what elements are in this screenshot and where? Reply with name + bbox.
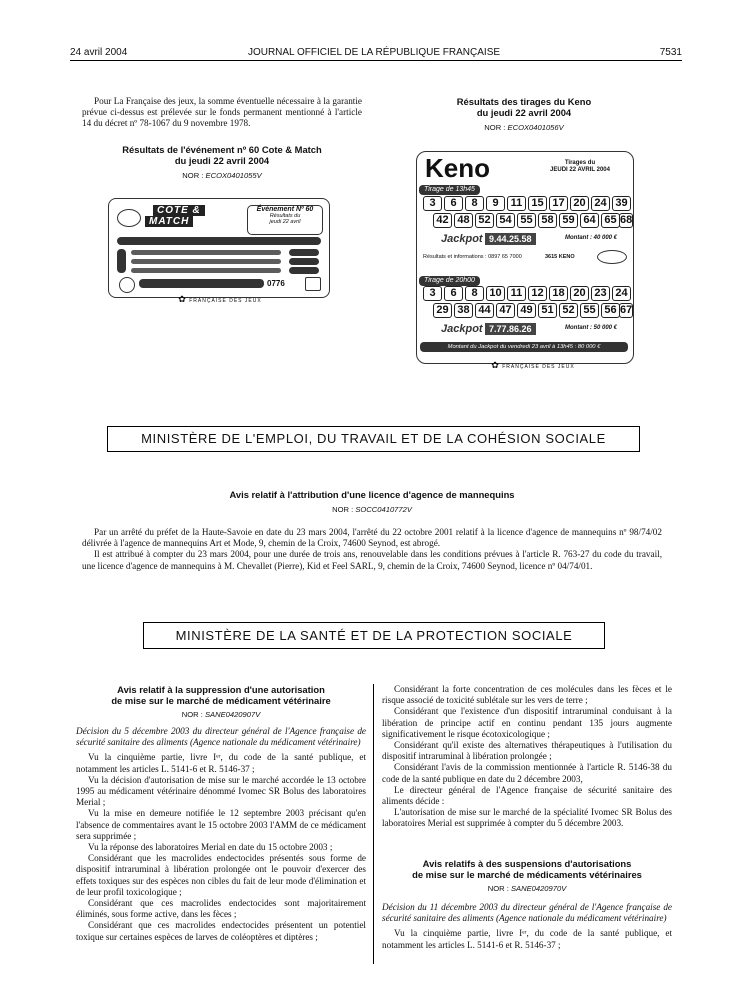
draw2-montant: Montant : 50 000 € (565, 325, 618, 331)
draw1-ball: 68 (620, 214, 633, 226)
draw2-numbers (423, 286, 633, 320)
draw1-ball: 17 (549, 196, 568, 211)
suppression-continued (382, 684, 672, 830)
mannequins-p1: Par un arrêté du préfet de la Haute-Savoie en date du 23 mars 2004, l'arrêté du 22 octobre 2001 relatif à la licence d'agence de mannequins nº 98/74/02 délivrée à l'agence de mannequins Art et Mode, 9, chemin de la Croix, 74600 Seynod, est abrogé. (82, 527, 662, 549)
suppression-para: L'autorisation de mise sur le marché de la spécialité Ivomec SR Bolus des laboratoires Merial est supprimée à compter du 5 décembre 2003. (382, 807, 672, 829)
column-divider (373, 684, 374, 964)
keno-tirage-date: Tirages du JEUDI 22 AVRIL 2004 (550, 160, 610, 173)
cote-match-ticket (108, 198, 330, 298)
draw1-ball: 58 (538, 213, 557, 228)
draw1-ball: 65 (601, 213, 620, 228)
intro-paragraph: Pour La Française des jeux, la somme éventuelle nécessaire à la garantie prévue ci-dessus est prélevée sur le fonds permanent mentionné à l'article 14 du décret nº 78-1067 du 9 novembre 1978. (82, 96, 362, 129)
suppression-para: Considérant que ces macrolides endectocides sont majoritairement éliminés, sous forme active, dans les fèces ; (76, 898, 366, 920)
draw1-ball: 52 (475, 213, 494, 228)
event-box: Événement Nº 60 Résultats du jeudi 22 avril (247, 205, 323, 235)
ticket-code: 0776 (267, 279, 285, 288)
draw1-numbers (423, 196, 633, 230)
cote-footer: ✿ FRANÇAISE DES JEUX (178, 294, 262, 304)
draw2-ball: 51 (538, 303, 557, 318)
draw2-jackpot: Jackpot 7.77.86.26 Montant : 50 000 € (441, 323, 618, 335)
keno-ticket (416, 151, 634, 364)
keno-minitel: 3615 KENO (545, 254, 575, 260)
draw2-ball: 44 (475, 303, 494, 318)
draw2-ball: 29 (433, 303, 452, 318)
draw2-ball: 18 (549, 286, 568, 301)
draw1-jackpot: Jackpot 9.44.25.58 Montant : 40 000 € (441, 233, 618, 245)
draw2-ball: 20 (570, 286, 589, 301)
draw1-ball: 6 (444, 196, 463, 211)
suppression-para: Considérant que ces macrolides endectocides présentent un potentiel toxique sur certaines espèces de larves de coléoptères et diptères ; (76, 920, 366, 942)
suppression-body (76, 726, 366, 943)
suppression-para: Vu la décision d'autorisation de mise sur le marché accordée le 13 octobre 1995 au médicament vétérinaire dénommé Ivomec SR Bolus des laboratoires Merial ; (76, 774, 366, 808)
keno-footer: ✿ FRANÇAISE DES JEUX (491, 360, 575, 370)
suppression-para: Considérant qu'il existe des alternatives thérapeutiques à l'utilisation du dispositif intraruminal à libération prolongée ; (382, 740, 672, 762)
header-rule (70, 60, 682, 61)
draw2-ball: 38 (454, 303, 473, 318)
draw2-ball: 52 (559, 303, 578, 318)
draw1-ball: 64 (580, 213, 599, 228)
suspensions-decision: Décision du 11 décembre 2003 du directeur général de l'Agence française de sécurité sanitaire des aliments (Agence nationale du médicament vétérinaire) (382, 902, 672, 924)
suppression-para: Considérant la forte concentration de ces molécules dans les fèces et le risque associé de toxicité sublétale sur les vers de terre ; (382, 684, 672, 706)
draw1-ball: 3 (423, 196, 442, 211)
suppression-para: Vu la réponse des laboratoires Merial en date du 15 octobre 2003 ; (88, 842, 333, 853)
draw1-ball: 59 (559, 213, 578, 228)
suspensions-nor: NOR : SANE0420970V (487, 884, 567, 893)
ministry-sante-banner: MINISTÈRE DE LA SANTÉ ET DE LA PROTECTION SOCIALE (143, 622, 605, 649)
fdj-logo-icon: ✿ (178, 294, 187, 304)
draw2-ball: 8 (465, 286, 484, 301)
smile-icon (119, 277, 135, 293)
suppression-para: Considérant que l'existence d'un dispositif intraruminal conduisant à la libération de principe actif en continu pendant 135 jours augmente significativement le risque écotoxicologique ; (382, 706, 672, 739)
header-page: 7531 (659, 47, 682, 58)
mannequins-nor: NOR : SOCC0410772V (332, 505, 412, 514)
draw2-ball: 12 (528, 286, 547, 301)
ministry-emploi-banner: MINISTÈRE DE L'EMPLOI, DU TRAVAIL ET DE LA COHÉSION SOCIALE (107, 426, 640, 452)
suppression-para: Le directeur général de l'Agence française de sécurité sanitaire des aliments décide : (382, 784, 672, 807)
mannequins-title: Avis relatif à l'attribution d'une licence d'agence de mannequins (229, 489, 515, 500)
suppression-decision: Décision du 5 décembre 2003 du directeur général de l'Agence française de sécurité sanitaire des aliments (Agence nationale du médicament vétérinaire) (76, 726, 366, 748)
draw2-ball: 47 (496, 303, 515, 318)
draw2-ball: 24 (612, 286, 631, 301)
suppression-title: Avis relatif à la suppression d'une autorisation de mise sur le marché de médicament vétérinaire (111, 684, 331, 706)
cote-match-logo: COTE & MATCH (115, 203, 215, 229)
header-title: JOURNAL OFFICIEL DE LA RÉPUBLIQUE FRANÇAISE (247, 47, 501, 58)
code-bar (139, 279, 264, 288)
header-date: 24 avril 2004 (70, 47, 128, 58)
draw2-jackpot-number: 7.77.86.26 (485, 323, 536, 335)
draw2-ball: 3 (423, 286, 442, 301)
mannequins-body (82, 527, 662, 572)
draw1-ball: 11 (507, 196, 526, 211)
draw2-ball: 23 (591, 286, 610, 301)
draw2-ball: 10 (486, 286, 505, 301)
draw2-ball: 49 (517, 303, 536, 318)
draw2-ball: 67 (620, 304, 633, 316)
fdj-badge-icon (597, 250, 627, 264)
ball-icon (117, 209, 141, 227)
draw1-ball: 55 (517, 213, 536, 228)
suspensions-title: Avis relatifs à des suspensions d'autorisations de mise sur le marché de médicaments vétérinaires (412, 858, 642, 880)
draw1-ball: 54 (496, 213, 515, 228)
draw1-ball: 48 (454, 213, 473, 228)
keno-nor: NOR : ECOX0401056V (484, 123, 564, 132)
draw2-ball: 6 (444, 286, 463, 301)
suppression-para: Vu la cinquième partie, livre Iᵉʳ, du code de la santé publique, et notamment les articles L. 5141-6 et R. 5146-37 ; (76, 752, 366, 774)
cote-match-title: Résultats de l'événement nº 60 Cote & Match du jeudi 22 avril 2004 (122, 144, 322, 166)
keno-footer-bar: Montant du Jackpot du vendredi 23 avril à 13h45 : 80 000 € (420, 342, 628, 352)
draw2-ball: 55 (580, 303, 599, 318)
draw2-label: Tirage de 20h00 (419, 276, 480, 286)
suppression-nor: NOR : SANE0420907V (181, 710, 261, 719)
draw1-montant: Montant : 40 000 € (565, 235, 618, 241)
suspensions-body (382, 902, 672, 951)
draw1-ball: 42 (433, 213, 452, 228)
suppression-para: Considérant l'avis de la commission mentionnée à l'article R. 5146-38 du code de la santé publique en date du 2 décembre 2003, (382, 762, 672, 784)
draw1-ball: 24 (591, 196, 610, 211)
draw2-ball: 11 (507, 286, 526, 301)
mannequins-p2: Il est attribué à compter du 23 mars 2004, pour une durée de trois ans, renouvelable dans les conditions prévues à l'article R. 763-27 du code du travail, une licence d'agence de mannequins à M. Chevallet (Pierre), Kid et Feel SARL, 9, chemin de la Croix, 74600 Seynod, licence nº 04/74/01. (82, 549, 662, 571)
keno-title: Résultats des tirages du Keno du jeudi 22 avril 2004 (456, 96, 592, 118)
match-rows (117, 249, 321, 275)
draw1-ball: 39 (612, 196, 631, 211)
suppression-para: Vu la mise en demeure notifiée le 12 septembre 2003 précisant qu'en l'absence de commentaires avant le 15 octobre 2003 l'AMM de ce médicament sera supprimée ; (76, 808, 366, 841)
results-header-bar (117, 237, 321, 245)
cote-match-nor: NOR : ECOX0401055V (182, 171, 262, 180)
phone-icon (305, 277, 321, 291)
fdj-logo-icon: ✿ (491, 360, 500, 370)
draw1-jackpot-number: 9.44.25.58 (485, 233, 536, 245)
draw1-ball: 9 (486, 196, 505, 211)
draw1-ball: 15 (528, 196, 547, 211)
draw1-ball: 8 (465, 196, 484, 211)
suspensions-para: Vu la cinquième partie, livre Iᵉʳ, du code de la santé publique, et notamment les articles L. 5141-6 et R. 5146-37 ; (382, 928, 672, 950)
keno-info: Résultats et informations : 0897 65 7000 (423, 254, 522, 260)
draw1-label: Tirage de 13h45 (419, 185, 480, 195)
draw1-ball: 20 (570, 196, 589, 211)
draw2-ball: 56 (601, 303, 620, 318)
keno-logo: Keno (425, 153, 490, 183)
suppression-para: Considérant que les macrolides endectocides présentés sous forme de dispositif intraruminal à libération prolongée ont le pouvoir d'exercer des effets toxiques sur des espèces non cibles du fait de leur mode d'élimination et de leur profil toxicologique ; (76, 853, 366, 897)
